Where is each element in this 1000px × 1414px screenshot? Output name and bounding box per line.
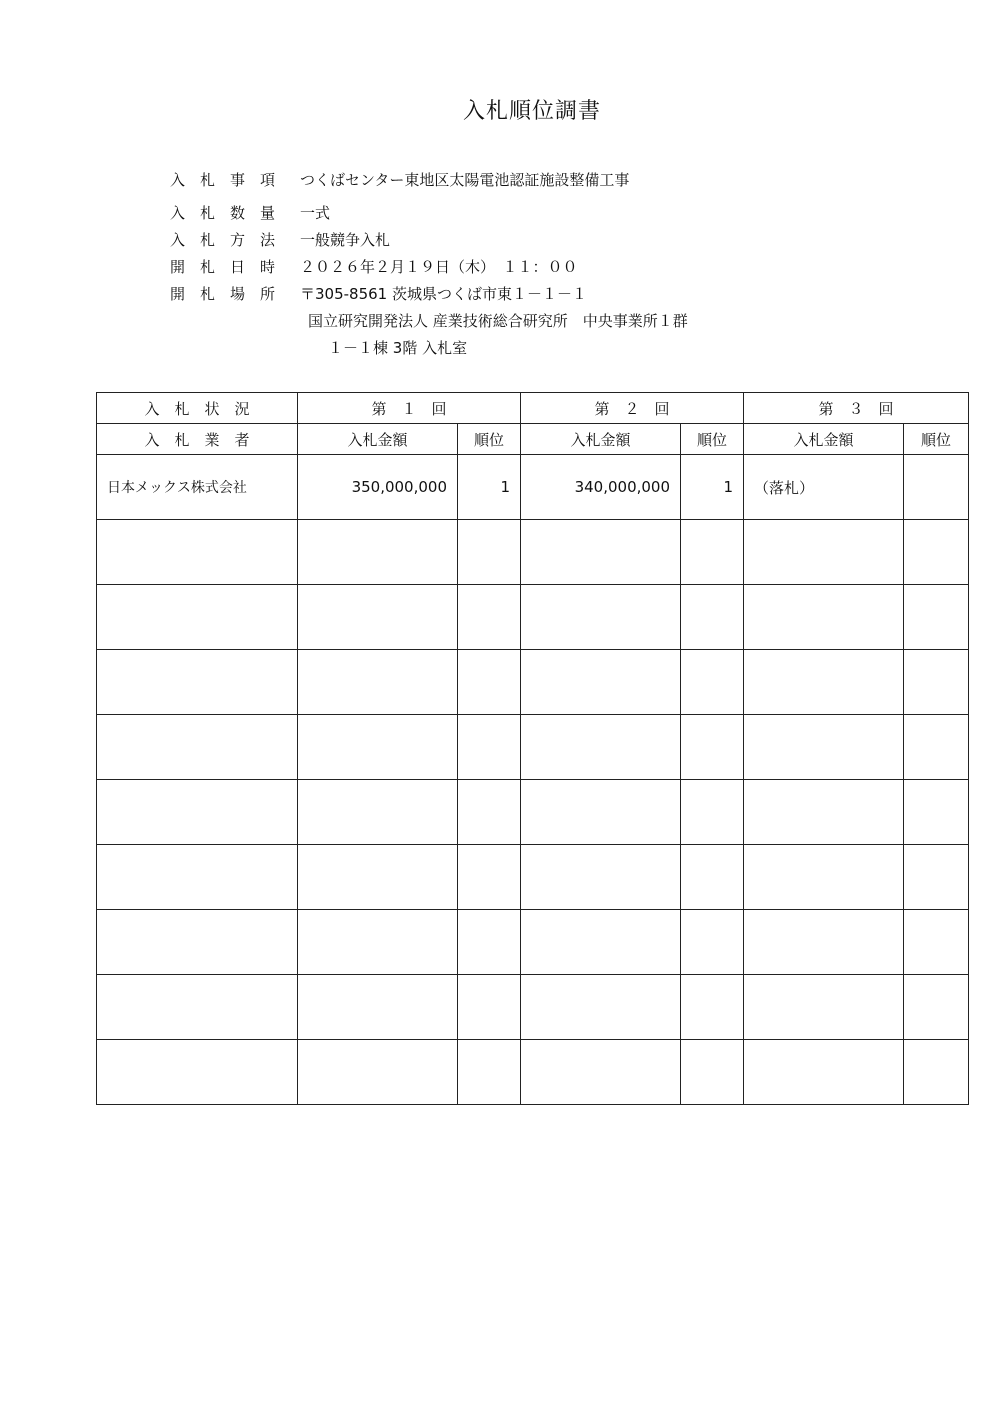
round1-rank-cell: 1 <box>458 455 521 520</box>
bidder-cell: 日本メックス株式会社 <box>97 455 298 520</box>
round2-rank-header: 順位 <box>681 424 744 455</box>
round3-amount-cell: （落札） <box>744 455 904 520</box>
table-row-empty <box>97 520 969 585</box>
table-row-empty <box>97 975 969 1040</box>
info-value-item: つくばセンター東地区太陽電池認証施設整備工事 <box>300 171 630 189</box>
round3-rank-cell <box>904 455 969 520</box>
round2-header: 第 ２ 回 <box>521 393 744 424</box>
info-label-place: 開 札 場 所 <box>170 285 276 303</box>
info-value-datetime: ２０２６年２月１９日（木） １１：００ <box>300 258 578 276</box>
round3-header: 第 ３ 回 <box>744 393 969 424</box>
info-row-place <box>170 280 688 307</box>
round2-rank-cell: 1 <box>681 455 744 520</box>
document-title: 入札順位調書 <box>462 99 601 124</box>
bid-info-block <box>170 166 688 361</box>
table-row-empty <box>97 585 969 650</box>
round1-amount-header: 入札金額 <box>298 424 458 455</box>
info-row-quantity <box>170 199 688 226</box>
table-row-empty <box>97 910 969 975</box>
status-header: 入 札 状 況 <box>97 393 298 424</box>
info-value-method: 一般競争入札 <box>300 231 391 249</box>
table-row-empty <box>97 780 969 845</box>
round2-amount-header: 入札金額 <box>521 424 681 455</box>
header-row-columns <box>97 424 969 455</box>
info-row-method <box>170 226 688 253</box>
info-label-method: 入 札 方 法 <box>170 231 276 249</box>
info-row-item <box>170 166 688 193</box>
header-row-status <box>97 393 969 424</box>
info-value-quantity: 一式 <box>300 204 331 222</box>
info-label-item: 入 札 事 項 <box>170 171 276 189</box>
info-label-datetime: 開 札 日 時 <box>170 258 276 276</box>
round1-header: 第 １ 回 <box>298 393 521 424</box>
table-row-empty <box>97 650 969 715</box>
info-value-place-line3: １－１棟 3階 入札室 <box>328 339 468 357</box>
table-row-empty <box>97 1040 969 1105</box>
bidder-header: 入 札 業 者 <box>97 424 298 455</box>
info-value-place-line2: 国立研究開発法人 産業技術総合研究所 中央事業所１群 <box>308 312 688 330</box>
bid-ranking-table <box>96 392 969 1105</box>
info-value-place-line1: 〒305-8561 茨城県つくば市東１－１－１ <box>300 285 587 303</box>
round1-amount-cell: 350,000,000 <box>298 455 458 520</box>
round2-amount-cell: 340,000,000 <box>521 455 681 520</box>
round3-rank-header: 順位 <box>904 424 969 455</box>
table-row <box>97 455 969 520</box>
table-row-empty <box>97 845 969 910</box>
table-row-empty <box>97 715 969 780</box>
round3-amount-header: 入札金額 <box>744 424 904 455</box>
info-row-datetime <box>170 253 688 280</box>
info-label-quantity: 入 札 数 量 <box>170 204 276 222</box>
round1-rank-header: 順位 <box>458 424 521 455</box>
